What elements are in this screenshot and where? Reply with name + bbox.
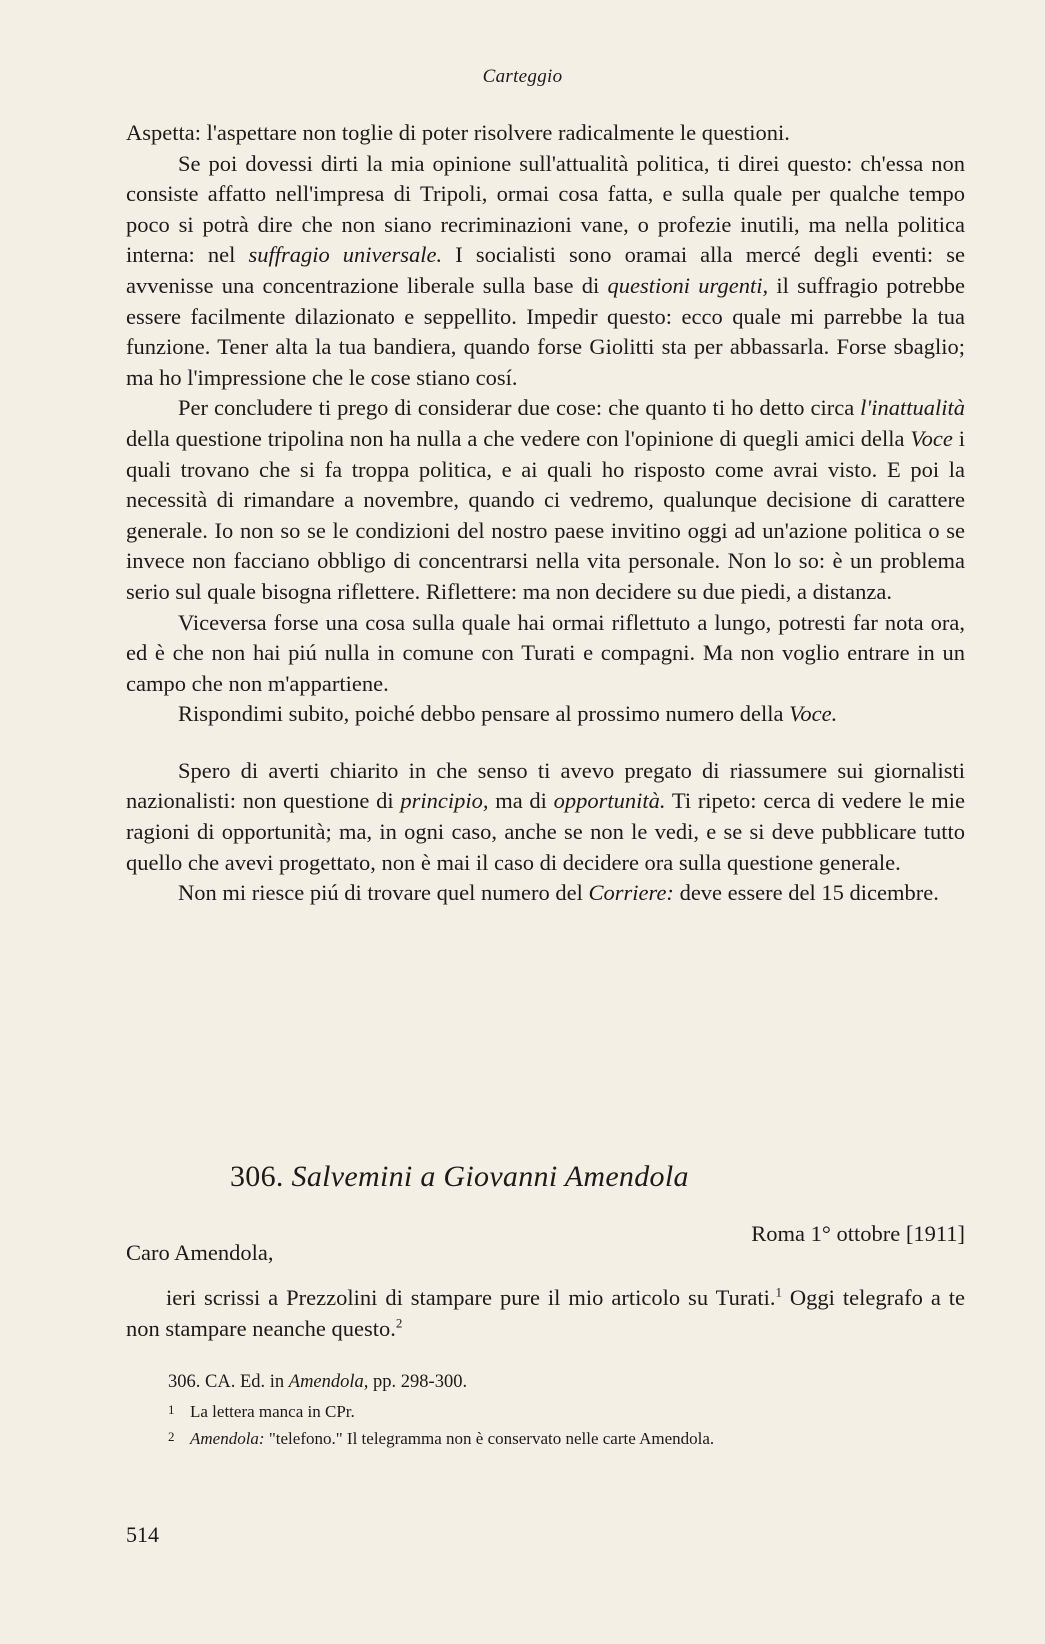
- salutation: Caro Amendola,: [126, 1240, 274, 1265]
- running-head: Carteggio: [482, 66, 563, 87]
- footnote-ref: 1: [775, 1284, 782, 1300]
- dateline: Roma 1° ottobre [1911]: [751, 1221, 965, 1246]
- paragraph: ieri scrissi a Prezzolini di stampare pure il mio articolo su Turati.$^1$ Oggi telegrafo a te non stampare neanche questo.$^2$: [126, 1284, 966, 1341]
- paragraph: Per concludere ti prego di considerar due cose: che quanto ti ho detto circa l'inattualità della questione tripolina non ha nulla a che vedere con l'opinione di quegli amici della Voce i quali trovano che si fa troppa politica, e ai quali ho risposto come avrai visto. E poi la necessità di rimandare a novembre, quando ci vedremo, qualunque decisione di carattere generale. Io non so se le condizioni del nostro paese invitino oggi ad un'azione politica o se invece non facciano obbligo di concentrarsi nella vita personale. Non lo so: è un problema serio sul quale bisogna riflettere. Riflettere: ma non decidere su due piedi, a distanza.: [126, 395, 965, 604]
- letter-title: Salvemini a Giovanni Amendola: [291, 1160, 689, 1193]
- letter-body: [126, 1282, 965, 1344]
- source-note: 306. CA. Ed. in Amendola, pp. 298-300.: [168, 1372, 468, 1392]
- paragraph: Se poi dovessi dirti la mia opinione sull'attualità politica, ti direi questo: ch'essa non consiste affatto nell'impresa di Tripoli, ormai cosa fatta, e sulla quale per qualche tempo poco si potrà dire che non siano recriminazioni vane, o profezie inutili, ma nella politica interna: nel suffragio universale. I socialisti sono oramai alla mercé degli eventi: se avvenisse una concentrazione liberale sulla base di questioni urgenti, il suffragio potrebbe essere facilmente dilazionato e seppellito. Impedir questo: ecco quale mi parrebbe la tua funzione. Tener alta la tua bandiera, quando forse Giolitti sta per abbassarla. Forse sbaglio; ma ho l'impressione che le cose stiano cosí.: [126, 150, 965, 390]
- paragraph: Non mi riesce piú di trovare quel numero del Corriere: deve essere del 15 dicembre.: [178, 880, 939, 906]
- letter-number: 306.: [230, 1160, 284, 1193]
- footnotes: [168, 1370, 948, 1451]
- footnote: 2 Amendola: "telefono." Il telegramma non è conservato nelle carte Amendola.: [168, 1429, 715, 1448]
- paragraph: Spero di averti chiarito in che senso ti avevo pregato di riassumere sui giornalisti nazionalisti: non questione di principio, ma di opportunità. Ti ripeto: cerca di vedere le mie ragioni di opportunità; ma, in ogni caso, anche se non le vedi, e se si deve pubblicare tutto quello che avevi progettato, non è mai il caso di decidere ora sulla questione generale.: [126, 757, 966, 875]
- footnote: 1 La lettera manca in CPr.: [168, 1402, 355, 1421]
- paragraph: Viceversa forse una cosa sulla quale hai ormai riflettuto a lungo, potresti far nota ora, ed è che non hai piú nulla in comune con Turati e compagni. Ma non voglio entrare in un campo che non m'appartiene.: [126, 609, 965, 696]
- body-text: [126, 118, 965, 909]
- footnote-ref: 2: [395, 1315, 403, 1331]
- letter-heading: [230, 1160, 689, 1194]
- paragraph: Rispondimi subito, poiché debbo pensare al prossimo numero della Voce.: [178, 701, 838, 727]
- page-number: 514: [126, 1522, 159, 1547]
- paragraph: Aspetta: l'aspettare non toglie di poter risolvere radicalmente le questioni.: [126, 120, 790, 145]
